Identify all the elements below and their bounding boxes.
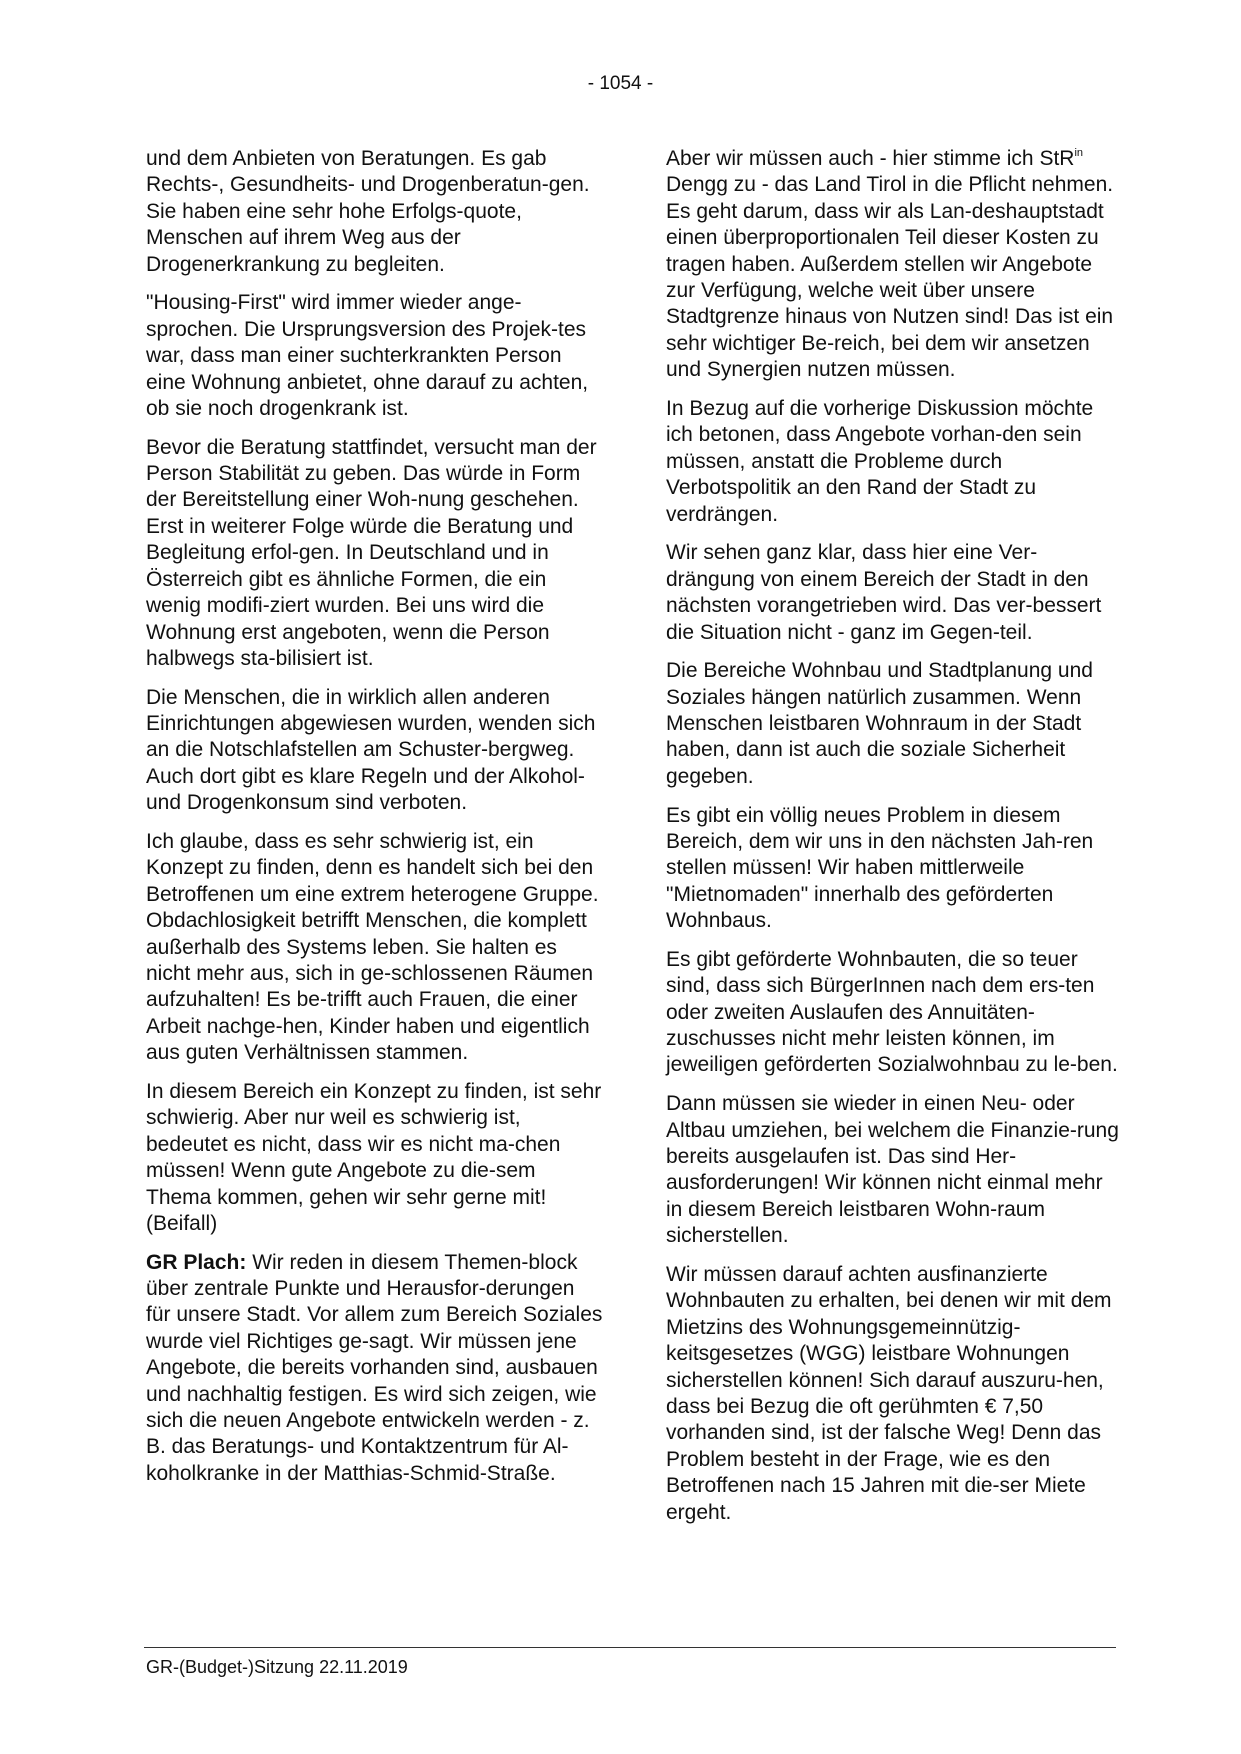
paragraph: Dann müssen sie wieder in einen Neu- oder Altbau umziehen, bei welchem die Finanzie-rung bereits ausgelaufen ist. Das sind Her-ausforderungen! Wir können nicht einmal mehr in diesem Bereich leistbaren Wohn-raum sicherstellen. <box>666 1092 1119 1248</box>
paragraph: In Bezug auf die vorherige Diskussion möchte ich betonen, dass Angebote vorhan-den sein müssen, anstatt die Probleme durch Verbotspolitik an den Rand der Stadt zu verdrängen. <box>666 396 1094 526</box>
paragraph: Wir sehen ganz klar, dass hier eine Ver-drängung von einem Bereich der Stadt in den nächsten vorangetrieben wird. Das ver-bessert die Situation nicht - ganz im Gegen-teil. <box>666 541 1102 644</box>
paragraph-text: Aber wir müssen auch - hier stimme ich StR <box>666 147 1075 170</box>
paragraph: Bevor die Beratung stattfindet, versucht man der Person Stabilität zu geben. Das würde in Form der Bereitstellung einer Woh-nung geschehen. Erst in weiterer Folge würde die Beratung und Begleitung erfol-gen. In Deutschland und in Österreich gibt es ähnliche Formen, die ein wenig modifi-ziert wurden. Bei uns wird die Wohnung erst angeboten, wenn die Person halbwegs sta-bilisiert ist. <box>146 435 597 670</box>
speaker-text: Wir reden in diesem Themen-block über zentrale Punkte und Herausfor-derungen für unsere Stadt. Vor allem zum Bereich Soziales wurde viel Richtiges ge-sagt. Wir müssen jene Angebote, die bereits vorhanden sind, ausbauen und nachhaltig festigen. Es wird sich zeigen, wie sich die neuen Angebote entwickeln werden - z. B. das Beratungs- und Kontaktzentrum für Al-koholkranke in der Matthias-Schmid-Straße. <box>146 1250 603 1485</box>
speaker-name: GR Plach: <box>146 1250 247 1274</box>
paragraph: Ich glaube, dass es sehr schwierig ist, ein Konzept zu finden, denn es handelt sich bei den Betroffenen um eine extrem heterogene Gruppe. Obdachlosigkeit betrifft Menschen, die komplett außerhalb des Systems leben. Sie halten es nicht mehr aus, sich in ge-schlossenen Räumen aufzuhalten! Es be-trifft auch Frauen, die einer Arbeit nachge-hen, Kinder haben und eigentlich aus guten Verhältnissen stammen. <box>146 829 599 1065</box>
paragraph: Die Menschen, die in wirklich allen anderen Einrichtungen abgewiesen wurden, wenden sich an die Notschlafstellen am Schuster-bergweg. Auch dort gibt es klare Regeln und der Alkohol- und Drogenkonsum sind verboten. <box>146 685 596 815</box>
footer-session-label: GR-(Budget-)Sitzung 22.11.2019 <box>146 1657 408 1677</box>
speaker-paragraph <box>146 1250 604 1488</box>
paragraph <box>666 146 1124 384</box>
paragraph: In diesem Bereich ein Konzept zu finden, ist sehr schwierig. Aber nur weil es schwierig ist, bedeutet es nicht, dass wir es nicht ma-chen müssen! Wenn gute Angebote zu die-sem Thema kommen, gehen wir sehr gerne mit! (Beifall) <box>146 1079 602 1235</box>
page-number: - 1054 - <box>587 73 654 94</box>
paragraph: Wir müssen darauf achten ausfinanzierte Wohnbauten zu erhalten, bei denen wir mit dem Mietzins des Wohnungsgemeinnützig-keitsgesetzes (WGG) leistbare Wohnungen sicherstellen können! Sich darauf auszuru-hen, dass bei Bezug die oft gerühmten € 7,50 vorhanden sind, ist der falsche Weg! Denn das Problem besteht in der Frage, wie es den Betroffenen nach 15 Jahren mit die-ser Miete ergeht. <box>666 1262 1112 1524</box>
paragraph: "Housing-First" wird immer wieder ange-sprochen. Die Ursprungsversion des Projek-tes war, dass man einer suchterkrankten Person eine Wohnung anbietet, ohne darauf zu achten, ob sie noch drogenkrank ist. <box>146 291 589 420</box>
left-column <box>146 146 604 1500</box>
footer-divider <box>144 1647 1116 1648</box>
paragraph: und dem Anbieten von Beratungen. Es gab Rechts-, Gesundheits- und Drogenberatun-gen. Sie haben eine sehr hohe Erfolgs-quote, Menschen auf ihrem Weg aus der Drogenerkrankung zu begleiten. <box>146 147 590 276</box>
paragraph-text: Dengg zu - das Land Tirol in die Pflicht nehmen. Es geht darum, dass wir als Lan-deshauptstadt einen überproportionalen Teil dieser Kosten zu tragen haben. Außerdem stellen wir Angebote zur Verfügung, welche weit über unsere Stadtgrenze hinaus von Nutzen sind! Das ist ein sehr wichtiger Be-reich, bei dem wir ansetzen und Synergien nutzen müssen. <box>666 173 1114 382</box>
right-column <box>666 146 1124 1538</box>
paragraph: Die Bereiche Wohnbau und Stadtplanung und Soziales hängen natürlich zusammen. Wenn Menschen leistbaren Wohnraum in der Stadt haben, dann ist auch die soziale Sicherheit gegeben. <box>666 659 1093 788</box>
superscript: in <box>1074 147 1084 159</box>
paragraph: Es gibt ein völlig neues Problem in diesem Bereich, dem wir uns in den nächsten Jah-ren stellen müssen! Wir haben mittlerweile "Mietnomaden" innerhalb des geförderten Wohnbaus. <box>666 803 1094 933</box>
paragraph: Es gibt geförderte Wohnbauten, die so teuer sind, dass sich BürgerInnen nach dem ers-ten oder zweiten Auslaufen des Annuitäten-zuschusses nicht mehr leisten können, im jeweiligen geförderten Sozialwohnbau zu le-ben. <box>666 947 1118 1077</box>
